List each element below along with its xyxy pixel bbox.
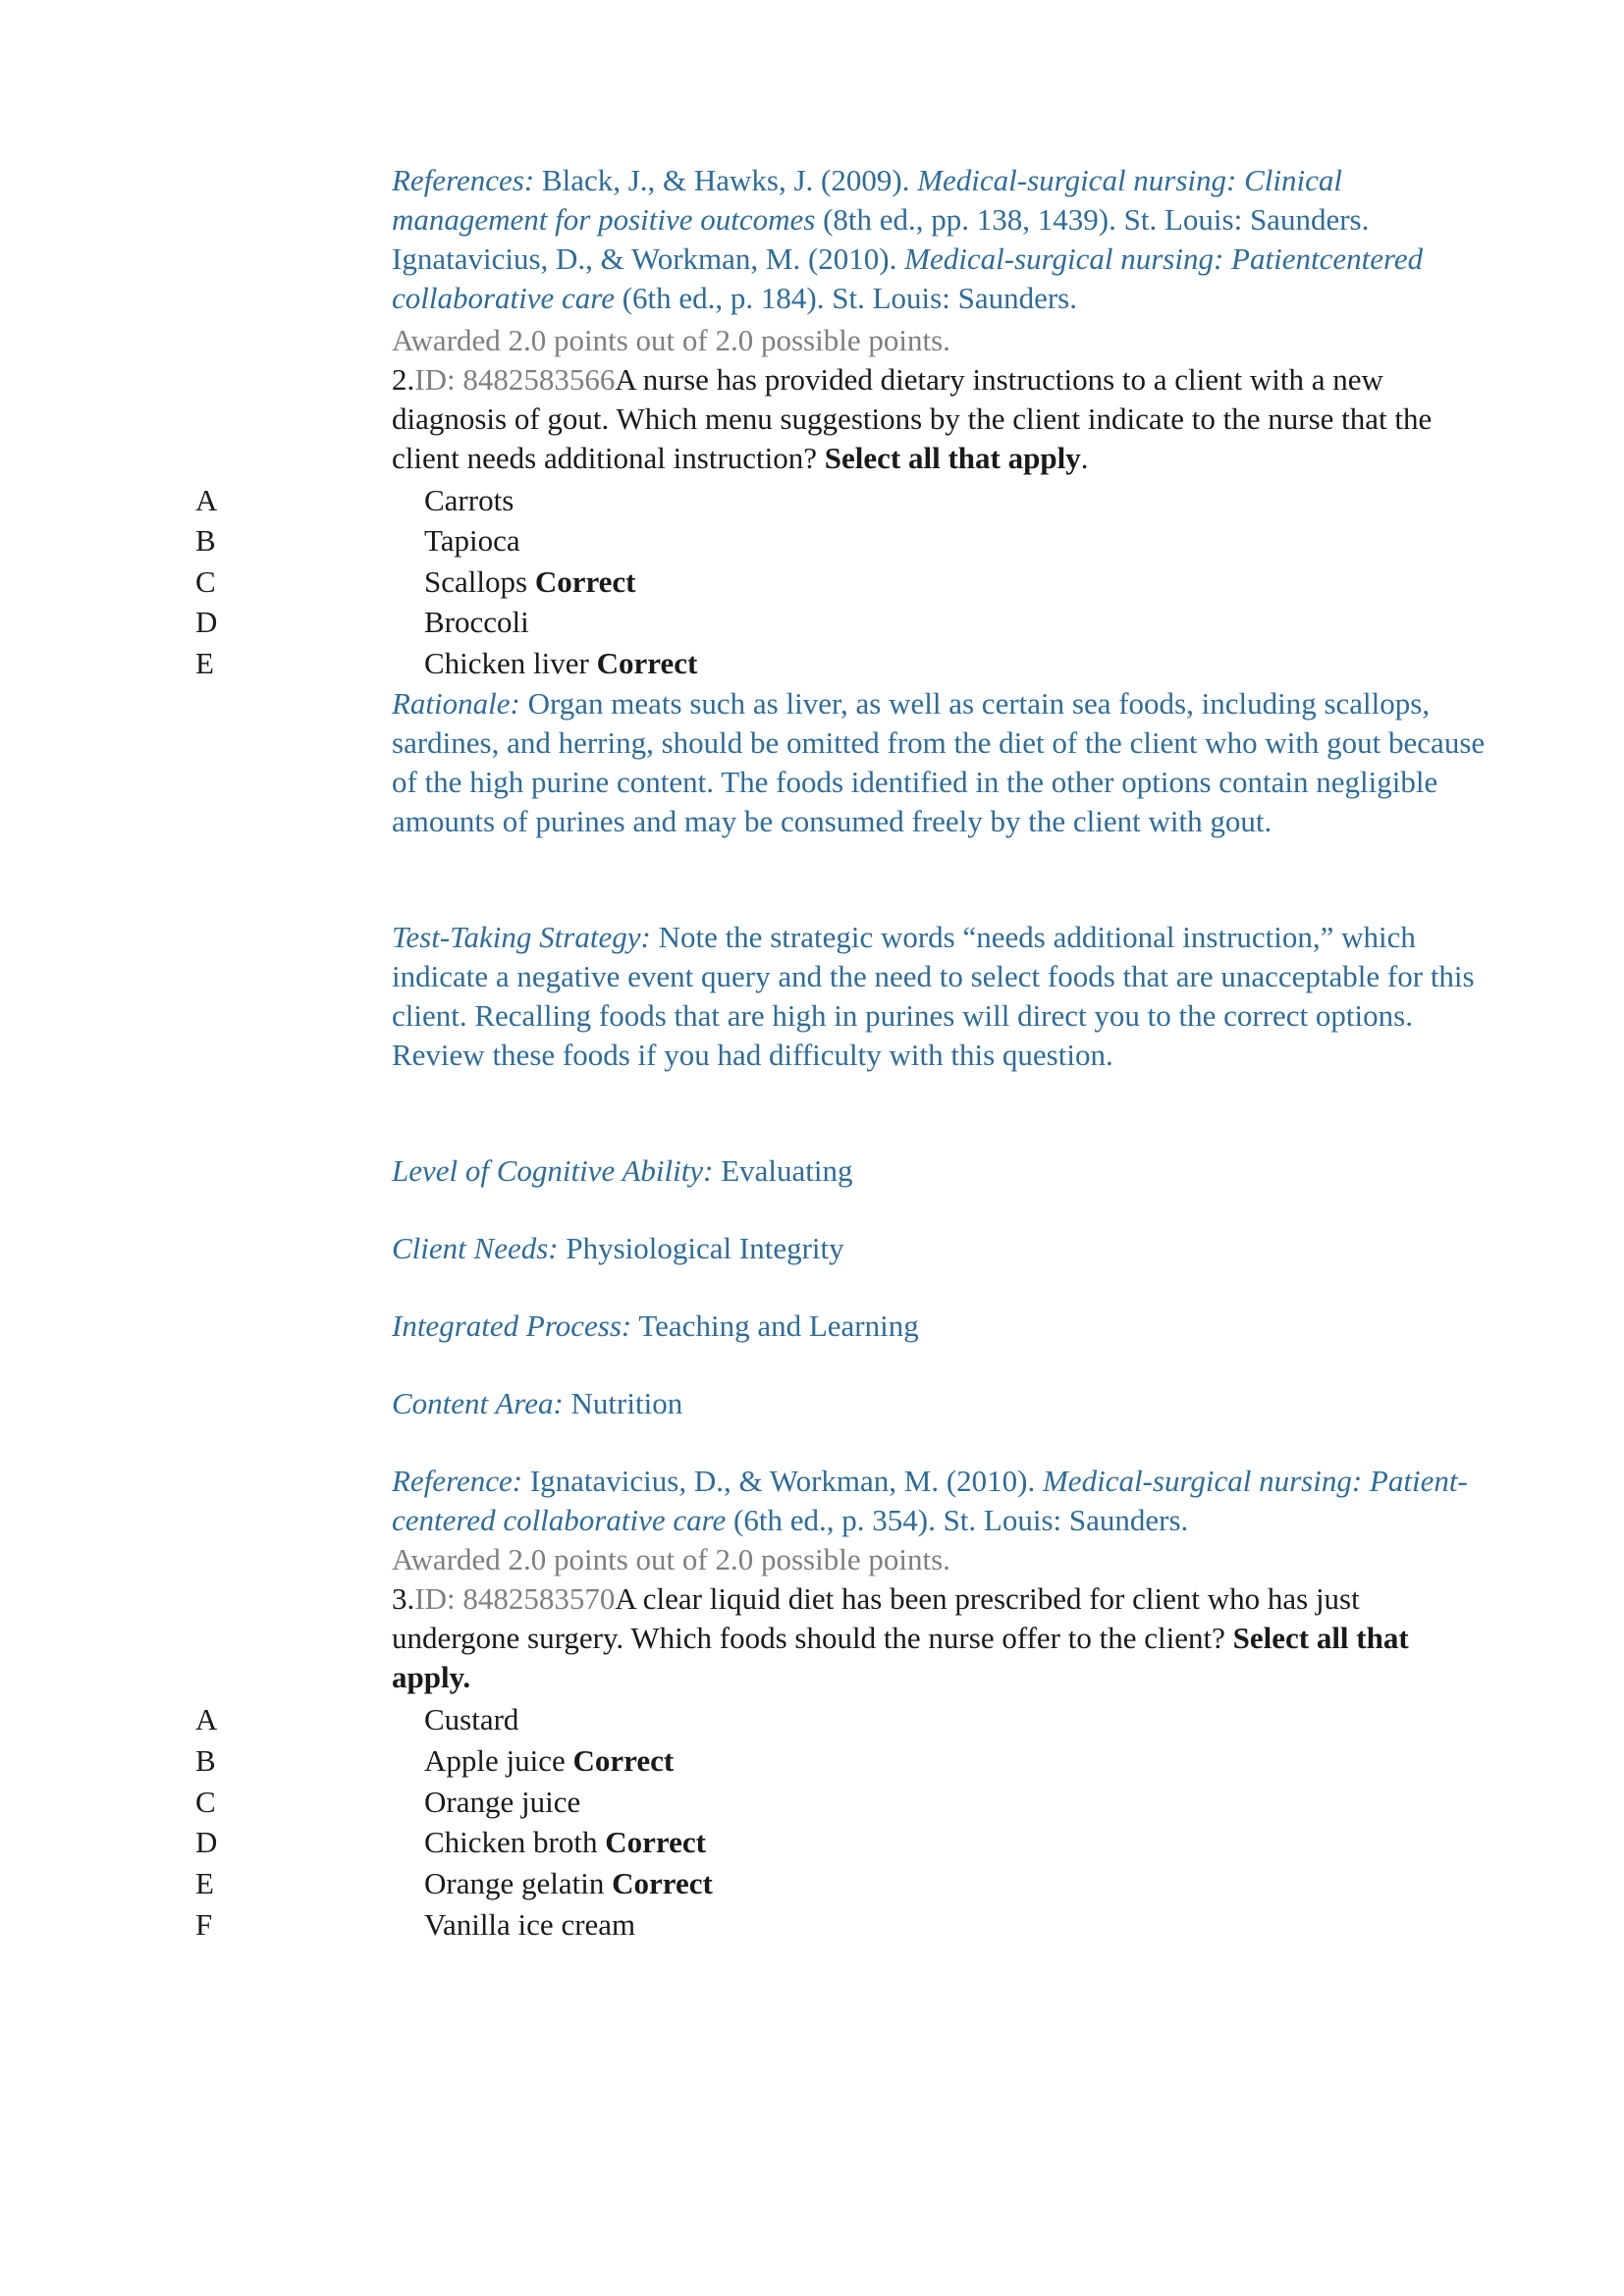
q2-id: ID: 8482583566 [414, 362, 616, 397]
cognitive-value: Evaluating [721, 1153, 853, 1188]
q3-option: Orange gelatin Correct [424, 1866, 713, 1900]
references-label: References: [392, 163, 535, 197]
q2-option-letter: E [195, 646, 214, 680]
q2-option-letter: C [195, 564, 216, 599]
q2-option: Chicken liver Correct [424, 646, 698, 680]
ref1-details: (8th ed., pp. 138, 1439). St. Louis: Saunders. [823, 202, 1370, 237]
q3-option: Chicken broth Correct [424, 1825, 706, 1859]
content-value: Nutrition [570, 1386, 683, 1420]
q2-process [392, 1307, 1487, 1346]
ref2-details: (6th ed., p. 184). St. Louis: Saunders. [622, 281, 1077, 315]
q2-option: Broccoli [424, 605, 529, 639]
correct-mark: Correct [534, 564, 636, 599]
process-value: Teaching and Learning [638, 1308, 919, 1343]
reference-label: Reference: [392, 1464, 523, 1498]
correct-mark: Correct [605, 1825, 706, 1859]
ref1-authors: Black, J., & Hawks, J. (2009). [541, 163, 910, 197]
ref2-title: Medical-surgical nursing: Patientcentered collaborative care [392, 241, 1424, 315]
q2-number: 2. [392, 362, 415, 397]
q2-awarded: Awarded 2.0 points out of 2.0 possible points. [392, 1542, 950, 1576]
q3-number: 3. [392, 1581, 415, 1616]
strategy-text: Note the strategic words “needs additional instruction,” which indicate a negative event query and the need to select foods that are unacceptable for this client. Recalling foods that are high in purines will direct you to the correct options. Review these foods if you had difficulty with this question. [392, 920, 1475, 1072]
q3-question-text: A clear liquid diet has been prescribed for client who has just undergone surgery. Which foods should the nurse offer to the client? [392, 1581, 1360, 1655]
q2-question: 2.ID: 8482583566A nurse has provided dietary instructions to a client with a new diagnosis of gout. Which menu suggestions by the client indicate to the nurse that the client needs additional instruction? Select all that apply. [392, 362, 1433, 475]
reference-details: (6th ed., p. 354). St. Louis: Saunders. [733, 1503, 1189, 1537]
q3-option-letter: B [195, 1743, 216, 1778]
q3-question [392, 1579, 1487, 1697]
q2-option: Carrots [424, 483, 514, 517]
q2-option: Tapioca [424, 523, 520, 558]
client-needs-label: Client Needs: [392, 1231, 559, 1265]
q2-option-letter: B [195, 523, 216, 558]
content-label: Content Area: [392, 1386, 564, 1420]
rationale-text: Organ meats such as liver, as well as certain sea foods, including scallops, sardines, and herring, should be omitted from the diet of the client who with gout because of the high purine content. The foods identified in the other options contain negligible amounts of purines and may be consumed freely by the client with gout. [392, 686, 1486, 838]
strategy-label: Test-Taking Strategy: [392, 920, 651, 954]
correct-mark: Correct [612, 1866, 713, 1900]
cognitive-label: Level of Cognitive Ability: [392, 1153, 714, 1188]
q3-option-letter: E [195, 1866, 214, 1900]
q2-question-text: A nurse has provided dietary instructions to a client with a new diagnosis of gout. Which menu suggestions by the client indicate to the nurse that the client needs additional instruction? [392, 362, 1433, 475]
q2-option-letter: A [195, 483, 218, 517]
q3-id: ID: 8482583570 [414, 1581, 616, 1616]
q3-option: Vanilla ice cream [424, 1907, 636, 1942]
q3-option-letter: D [195, 1825, 218, 1859]
q2-content-area [392, 1384, 1487, 1423]
correct-mark: Correct [596, 646, 698, 680]
q2-cognitive [392, 1151, 1487, 1191]
correct-mark: Correct [572, 1743, 675, 1778]
q3-option-letter: A [195, 1702, 218, 1736]
q3-option-letter: F [195, 1907, 213, 1942]
q1-awarded: Awarded 2.0 points out of 2.0 possible points. [392, 323, 950, 357]
reference-authors: Ignatavicius, D., & Workman, M. (2010). [529, 1464, 1036, 1498]
reference-title: Medical-surgical nursing: Patient-centered collaborative care [392, 1464, 1468, 1537]
q3-option: Apple juice Correct [424, 1743, 675, 1778]
client-needs-value: Physiological Integrity [566, 1231, 844, 1265]
q2-client-needs [392, 1229, 1487, 1268]
q2-strategy [392, 918, 1487, 1075]
q3-option: Custard [424, 1702, 519, 1736]
q3-option: Orange juice [424, 1785, 581, 1819]
process-label: Integrated Process: [392, 1308, 632, 1343]
q3-option-letter: C [195, 1785, 216, 1819]
q2-reference [392, 1462, 1487, 1540]
q2-rationale [392, 684, 1487, 841]
ref2-authors: Ignatavicius, D., & Workman, M. (2010). [392, 241, 897, 276]
q2-option-letter: D [195, 605, 218, 639]
ref1-title: Medical-surgical nursing: Clinical management for positive outcomes [392, 163, 1343, 237]
q3-select-all: Select all that apply. [392, 1621, 1409, 1694]
q2-option: Scallops Correct [424, 564, 636, 599]
q2-select-all: Select all that apply [824, 441, 1081, 475]
rationale-label: Rationale: [392, 686, 520, 721]
q1-references [392, 161, 1487, 318]
